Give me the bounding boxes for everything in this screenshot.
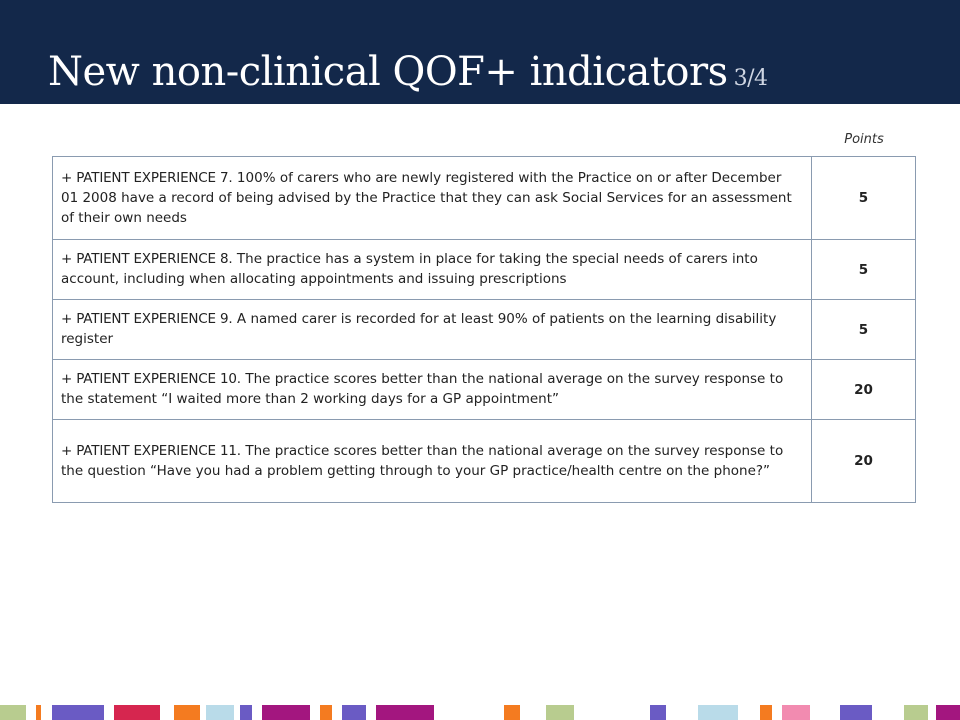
indicator-description <box>53 157 812 240</box>
indicator-code: + PATIENT EXPERIENCE 10 <box>61 371 237 387</box>
footer-block <box>240 705 252 720</box>
footer-block <box>0 705 26 720</box>
indicator-code: + PATIENT EXPERIENCE 11 <box>61 442 237 459</box>
title-bar <box>0 0 960 104</box>
table-row <box>53 240 916 300</box>
footer-block <box>936 705 960 720</box>
footer-block <box>376 705 434 720</box>
footer-block <box>904 705 928 720</box>
indicator-description <box>53 240 812 300</box>
indicator-text: . The practice has a system in place for taking the special needs of carers into account, including when allocating appointments and issuing prescriptions <box>61 251 758 287</box>
indicator-points: 5 <box>812 157 916 240</box>
indicator-description <box>53 360 812 420</box>
footer-block <box>36 705 41 720</box>
footer-block <box>546 705 574 720</box>
footer-block <box>320 705 332 720</box>
indicator-points: 5 <box>812 300 916 360</box>
footer-block <box>262 705 310 720</box>
footer-block <box>698 705 738 720</box>
footer-block <box>840 705 872 720</box>
footer-color-strip <box>0 705 960 720</box>
indicator-points: 5 <box>812 240 916 300</box>
indicator-text: . The practice scores better than the national average on the survey response to the question “Have you had a problem getting through to your GP practice/health centre on the phone?” <box>61 442 784 479</box>
indicator-text: . A named carer is recorded for at least 90% of patients on the learning disability register <box>61 311 777 347</box>
indicator-description <box>53 300 812 360</box>
table-row <box>53 300 916 360</box>
table-row <box>53 360 916 420</box>
page-title <box>48 46 768 105</box>
footer-block <box>206 705 234 720</box>
title-text: New non-clinical QOF+ indicators <box>48 49 728 95</box>
indicator-description <box>53 420 812 503</box>
footer-block <box>650 705 666 720</box>
footer-block <box>760 705 772 720</box>
indicators-table <box>52 156 916 503</box>
footer-block <box>782 705 810 720</box>
indicator-points: 20 <box>812 360 916 420</box>
slide-number: 3/4 <box>733 66 768 91</box>
indicator-text: . The practice scores better than the national average on the survey response to the statement “I waited more than 2 working days for a GP appointment” <box>61 371 784 407</box>
footer-block <box>342 705 366 720</box>
footer-block <box>504 705 520 720</box>
indicator-code: + PATIENT EXPERIENCE 7 <box>61 169 229 186</box>
footer-block <box>114 705 160 720</box>
footer-block <box>52 705 104 720</box>
indicator-code: + PATIENT EXPERIENCE 8 <box>61 251 229 267</box>
footer-block <box>174 705 200 720</box>
points-column-heading: Points <box>844 132 884 147</box>
table-row <box>53 420 916 503</box>
indicator-code: + PATIENT EXPERIENCE 9 <box>61 311 229 327</box>
indicator-points: 20 <box>812 420 916 503</box>
indicator-text: . 100% of carers who are newly registered with the Practice on or after December 01 2008 have a record of being advised by the Practice that they can ask Social Services for an assessment of their own needs <box>61 169 792 226</box>
table-row <box>53 157 916 240</box>
